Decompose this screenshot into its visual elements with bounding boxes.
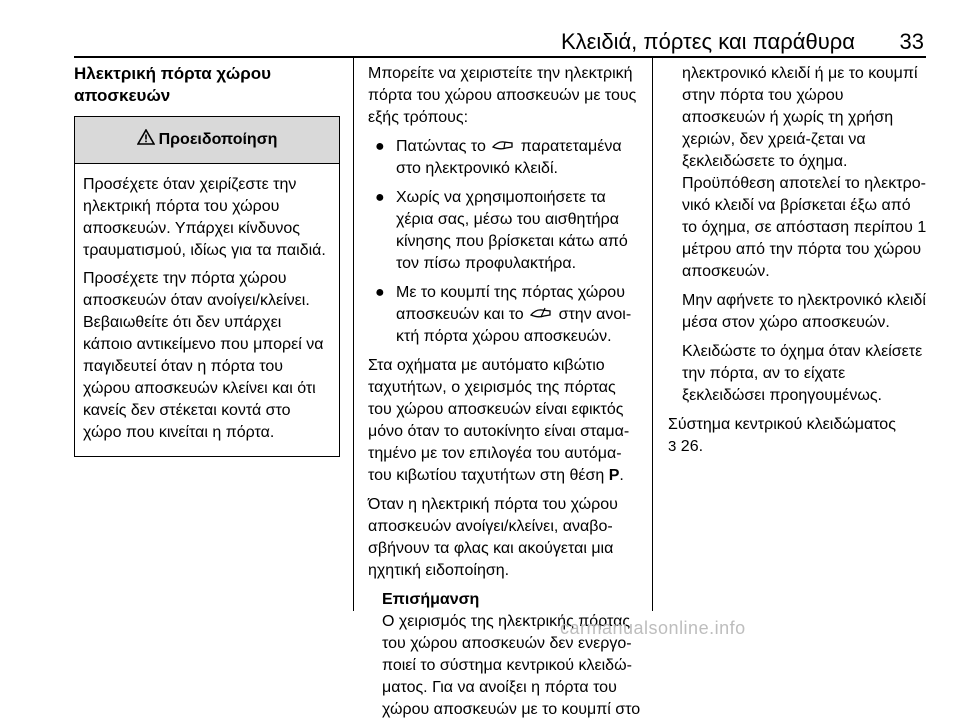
automatic-gearbox-paragraph — [368, 355, 642, 487]
bullet3-text-pre: Με το κουμπί της πόρτας χώρου αποσκευών και το — [396, 284, 625, 324]
intro-paragraph: Μπορείτε να χειριστείτε την ηλεκτρική πόρτα του χώρου αποσκευών με τους εξής τρόπους: — [368, 65, 637, 126]
bullet1-text-pre: Πατώντας το — [396, 138, 486, 156]
warning-box — [74, 116, 340, 457]
note-title: Επισήμανση — [382, 591, 480, 609]
chapter-title: Κλειδιά, πόρτες και παράθυρα — [560, 29, 855, 54]
note-continuation-paragraph-2: Μην αφήνετε το ηλεκτρονικό κλειδί μέσα στον χώρο αποσκευών. — [682, 292, 926, 331]
auto-text-pre: Στα οχήματα με αυτόματο κιβώτιο ταχυτήτων, ο χειρισμός της πόρτας του χώρου αποσκευών είναι εφικτός μόνο όταν το αυτοκίνητο είναι σταμα-τημένο με τον επιλογέα του αυτόμα-του κιβωτίου ταχυτήτων στη θέση — [368, 357, 630, 485]
bullet-icon: ● — [375, 138, 385, 155]
tailgate-close-icon — [530, 304, 552, 326]
cross-reference-page: 26. — [680, 438, 704, 455]
list-item — [368, 282, 642, 348]
note-body: Ο χειρισμός της ηλεκτρικής πόρτας του χώρου αποσκευών δεν ενεργο-ποιεί το σύστημα κεντρικού κλειδώ-ματος. Για να ανοίξει η πόρτα του χώρου αποσκευών με το κουμπί στο — [382, 613, 641, 719]
tailgate-key-icon — [492, 136, 514, 158]
bullet-icon: ● — [375, 189, 385, 207]
column-divider-1 — [353, 58, 354, 611]
list-item — [368, 187, 642, 275]
cross-reference-text: Σύστημα κεντρικού κλειδώματος — [668, 416, 896, 433]
operation-methods-list — [368, 136, 642, 348]
note-continuation — [668, 63, 928, 407]
right-column — [668, 63, 928, 465]
bullet1-text-post: παρατεταμένα στο ηλεκτρονικό κλειδί. — [396, 138, 622, 178]
page-number: 33 — [899, 29, 924, 54]
gear-position-p: P — [608, 467, 620, 485]
list-item — [368, 136, 642, 180]
watermark-logo: carmanualsonline.info — [560, 618, 746, 638]
bullet-icon: ● — [375, 284, 385, 302]
section-title — [74, 63, 340, 107]
warning-triangle-icon — [137, 129, 155, 152]
note-continuation-paragraph-1: ηλεκτρονικό κλειδί ή με το κουμπί στην πόρτα του χώρου αποσκευών ή χωρίς τη χρήση χεριών, δεν χρειά-ζεται να ξεκλειδώσετε το όχημα. Προϋπόθεση αποτελεί το ηλεκτρο-νικό κλειδί να βρίσκεται έξω από το όχημα, σε απόσταση περίπου 1 μέτρου από την πόρτα του χώρου αποσκευών. — [682, 65, 927, 280]
note-block — [368, 589, 642, 721]
warning-paragraph-1: Προσέχετε όταν χειρίζεστε την ηλεκτρική πόρτα του χώρου αποσκευών. Υπάρχει κίνδυνος τραυματισμού, ιδίως για τα παιδιά. — [83, 176, 326, 259]
warning-body — [75, 164, 339, 456]
bullet3-text-post: στην ανοι-κτή πόρτα χώρου αποσκευών. — [396, 306, 632, 346]
note-continuation-paragraph-3: Κλειδώστε το όχημα όταν κλείσετε την πόρτα, αν το είχατε ξεκλειδώσει προηγουμένως. — [682, 343, 923, 404]
column-divider-2 — [652, 58, 653, 611]
section-title-line1: Ηλεκτρική πόρτα χώρου — [74, 64, 272, 83]
left-column — [74, 63, 340, 457]
reference-arrow-icon: 3 — [668, 438, 677, 455]
warning-header — [75, 117, 339, 164]
auto-text-post: . — [619, 467, 624, 485]
warning-title: Προειδοποίηση — [158, 131, 278, 148]
signal-paragraph: Όταν η ηλεκτρική πόρτα του χώρου αποσκευών ανοίγει/κλείνει, αναβο-σβήνουν τα φλας και ακούγεται μια ηχητική ειδοποίηση. — [368, 496, 618, 580]
bullet2-text: Χωρίς να χρησιμοποιήσετε τα χέρια σας, μέσω του αισθητήρα κίνησης που βρίσκεται κάτω από τον πίσω προφυλακτήρα. — [396, 189, 628, 273]
page-header — [0, 0, 960, 56]
warning-paragraph-2: Προσέχετε την πόρτα χώρου αποσκευών όταν ανοίγει/κλείνει. Βεβαιωθείτε ότι δεν υπάρχει κάποιο αντικείμενο που μπορεί να παγιδευτεί όταν η πόρτα του χώρου αποσκευών κλείνει και ότι κανείς δεν στέκεται κοντά στο χώρο που κινείται η πόρτα. — [83, 270, 324, 441]
section-title-line2: αποσκευών — [74, 86, 171, 105]
header-rule — [74, 56, 926, 58]
cross-reference[interactable] — [668, 414, 928, 458]
